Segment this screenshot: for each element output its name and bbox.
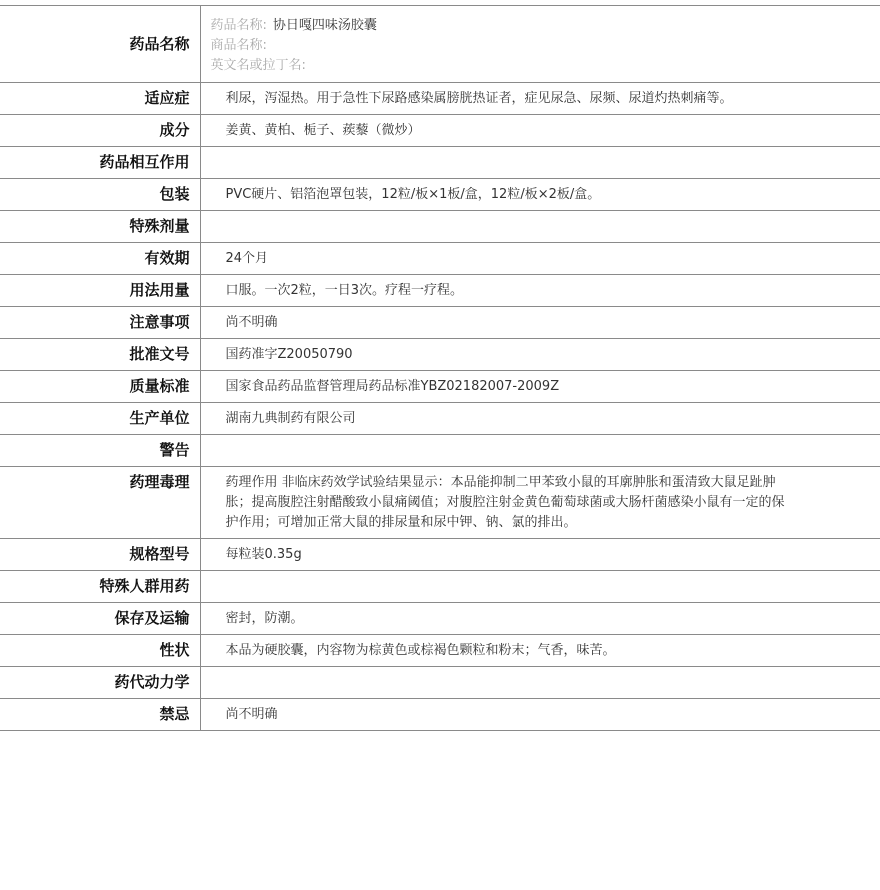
row-value: 24个月 xyxy=(200,243,880,275)
row-value: 利尿，泻湿热。用于急性下尿路感染属膀胱热证者，症见尿急、尿频、尿道灼热刺痛等。 xyxy=(200,83,880,115)
row-label: 注意事项 xyxy=(0,307,200,339)
table-row-approval-number xyxy=(0,339,880,371)
row-value: PVC硬片、铝箔泡罩包装，12粒/板×1板/盒，12粒/板×2板/盒。 xyxy=(200,179,880,211)
row-label: 特殊人群用药 xyxy=(0,571,200,603)
row-label: 性状 xyxy=(0,635,200,667)
row-value xyxy=(200,667,880,699)
table-row-quality-standard xyxy=(0,371,880,403)
row-value: 国家食品药品监督管理局药品标准YBZ02182007-2009Z xyxy=(200,371,880,403)
drug-name-values xyxy=(200,6,880,83)
row-label: 有效期 xyxy=(0,243,200,275)
row-label: 药品相互作用 xyxy=(0,147,200,179)
english-name-key: 英文名或拉丁名: xyxy=(210,58,306,73)
row-label: 用法用量 xyxy=(0,275,200,307)
table-row-ingredients xyxy=(0,115,880,147)
row-value: 每粒装0.35g xyxy=(200,539,880,571)
row-label: 质量标准 xyxy=(0,371,200,403)
table-row-interactions xyxy=(0,147,880,179)
generic-name-line xyxy=(211,16,793,36)
table-row-storage xyxy=(0,603,880,635)
row-value: 密封，防潮。 xyxy=(200,603,880,635)
row-label: 批准文号 xyxy=(0,339,200,371)
row-label: 警告 xyxy=(0,435,200,467)
row-label: 药代动力学 xyxy=(0,667,200,699)
drug-name-label: 药品名称 xyxy=(0,6,200,83)
row-value: 本品为硬胶囊，内容物为棕黄色或棕褐色颗粒和粉末；气香，味苦。 xyxy=(200,635,880,667)
row-value: 国药准字Z20050790 xyxy=(200,339,880,371)
row-label: 保存及运输 xyxy=(0,603,200,635)
row-label: 生产单位 xyxy=(0,403,200,435)
row-value: 口服。一次2粒，一日3次。疗程一疗程。 xyxy=(200,275,880,307)
drug-info-table xyxy=(0,5,880,731)
drug-name-row xyxy=(0,6,880,83)
row-value xyxy=(200,211,880,243)
row-value xyxy=(200,147,880,179)
row-value: 尚不明确 xyxy=(200,699,880,731)
row-value xyxy=(200,571,880,603)
table-row-precautions xyxy=(0,307,880,339)
row-label: 禁忌 xyxy=(0,699,200,731)
row-value: 姜黄、黄柏、栀子、蒺藜（微炒） xyxy=(200,115,880,147)
table-row-shelf-life xyxy=(0,243,880,275)
table-row-special-dosage xyxy=(0,211,880,243)
row-label: 包装 xyxy=(0,179,200,211)
generic-name-key: 药品名称: xyxy=(210,18,267,33)
table-row-special-populations xyxy=(0,571,880,603)
table-row-indications xyxy=(0,83,880,115)
row-value: 湖南九典制药有限公司 xyxy=(200,403,880,435)
trade-name-line xyxy=(211,36,793,56)
table-row-usage xyxy=(0,275,880,307)
row-value: 尚不明确 xyxy=(200,307,880,339)
row-label: 规格型号 xyxy=(0,539,200,571)
row-value xyxy=(200,435,880,467)
trade-name-key: 商品名称: xyxy=(210,38,267,53)
row-label: 适应症 xyxy=(0,83,200,115)
table-row-warning xyxy=(0,435,880,467)
generic-name-value: 协日嘎四味汤胶囊 xyxy=(272,18,377,33)
table-row-specification xyxy=(0,539,880,571)
row-value: 药理作用 非临床药效学试验结果显示：本品能抑制二甲苯致小鼠的耳廓肿胀和蛋清致大鼠足趾肿胀；提高腹腔注射醋酸致小鼠痛阈值；对腹腔注射金黄色葡萄球菌或大肠杆菌感染小鼠有一定的保护作用；可增加正常大鼠的排尿量和尿中钾、钠、氯的排出。 xyxy=(200,467,880,539)
table-row-manufacturer xyxy=(0,403,880,435)
table-row-packaging xyxy=(0,179,880,211)
english-name-line xyxy=(211,56,793,76)
table-row-contraindications xyxy=(0,699,880,731)
table-row-pharmacology xyxy=(0,467,880,539)
table-row-description xyxy=(0,635,880,667)
row-label: 成分 xyxy=(0,115,200,147)
table-row-pharmacokinetics xyxy=(0,667,880,699)
row-label: 药理毒理 xyxy=(0,467,200,539)
row-label: 特殊剂量 xyxy=(0,211,200,243)
